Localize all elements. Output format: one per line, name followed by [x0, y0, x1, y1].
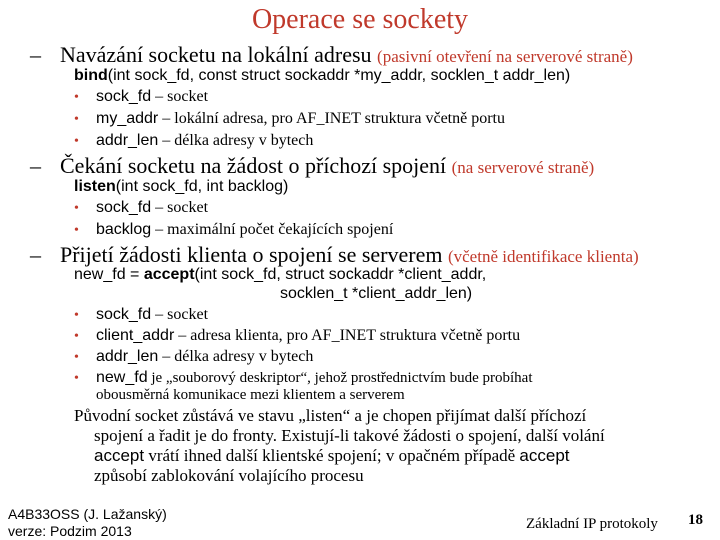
paragraph-line: spojení a řadit je do fronty. Existují-li takové žádosti o spojení, další volání	[94, 426, 605, 445]
list-item: • new_fd je „souborový deskriptor“, jehož prostřednictvím bude probíhat	[74, 369, 533, 386]
bullet-icon: •	[74, 201, 79, 216]
bullet-icon: •	[74, 90, 79, 105]
bullet-icon: •	[74, 350, 79, 365]
paragraph-line: accept vrátí ihned další klientské spojení; v opačném případě accept	[94, 446, 570, 465]
dash-marker: –	[30, 153, 41, 178]
list-item: • sock_fd – socket	[74, 88, 209, 105]
bullet-icon: •	[74, 112, 79, 127]
signature-bind: bind(int sock_fd, const struct sockaddr *my_addr, socklen_t addr_len)	[74, 67, 571, 84]
list-item: • addr_len – délka adresy v bytech	[74, 132, 314, 149]
list-item: • sock_fd – socket	[74, 306, 209, 323]
signature-accept-line2: socklen_t *client_addr_len)	[280, 285, 473, 302]
list-item-continuation: obousměrná komunikace mezi klientem a serverem	[96, 387, 405, 403]
paragraph-line: Původní socket zůstává ve stavu „listen“ a je chopen přijímat další příchozí	[74, 406, 587, 425]
heading-bind: – Navázání socketu na lokální adresu (pasivní otevření na serverové straně)	[30, 42, 633, 67]
dash-marker: –	[30, 42, 41, 67]
footer-course: A4B33OSS (J. Lažanský) verze: Podzim 2013	[8, 506, 167, 539]
bullet-icon: •	[74, 223, 79, 238]
list-item: • my_addr – lokální adresa, pro AF_INET struktura včetně portu	[74, 110, 505, 127]
bullet-icon: •	[74, 329, 79, 344]
bullet-icon: •	[74, 134, 79, 149]
list-item: • backlog – maximální počet čekajících spojení	[74, 221, 394, 238]
bullet-icon: •	[74, 308, 79, 323]
bullet-icon: •	[74, 371, 79, 386]
signature-listen: listen(int sock_fd, int backlog)	[74, 178, 289, 195]
heading-accept: – Přijetí žádosti klienta o spojení se serverem (včetně identifikace klienta)	[30, 242, 639, 267]
note-listen: (na serverové straně)	[451, 158, 595, 177]
list-item: • client_addr – adresa klienta, pro AF_INET struktura včetně portu	[74, 327, 521, 344]
slide-title: Operace se sockety	[251, 4, 469, 35]
paragraph-line: způsobí zablokování volajícího procesu	[94, 466, 364, 485]
note-bind: (pasivní otevření na serverové straně)	[377, 47, 633, 66]
list-item: • sock_fd – socket	[74, 199, 209, 216]
page-number: 18	[688, 512, 703, 528]
list-item: • addr_len – délka adresy v bytech	[74, 348, 314, 365]
dash-marker: –	[30, 242, 41, 267]
footer-topic: Základní IP protokoly	[526, 516, 658, 532]
note-accept: (včetně identifikace klienta)	[447, 247, 639, 266]
heading-listen: – Čekání socketu na žádost o příchozí spojení (na serverové straně)	[30, 153, 595, 178]
signature-accept-line1: new_fd = accept(int sock_fd, struct sockaddr *client_addr,	[74, 266, 487, 283]
